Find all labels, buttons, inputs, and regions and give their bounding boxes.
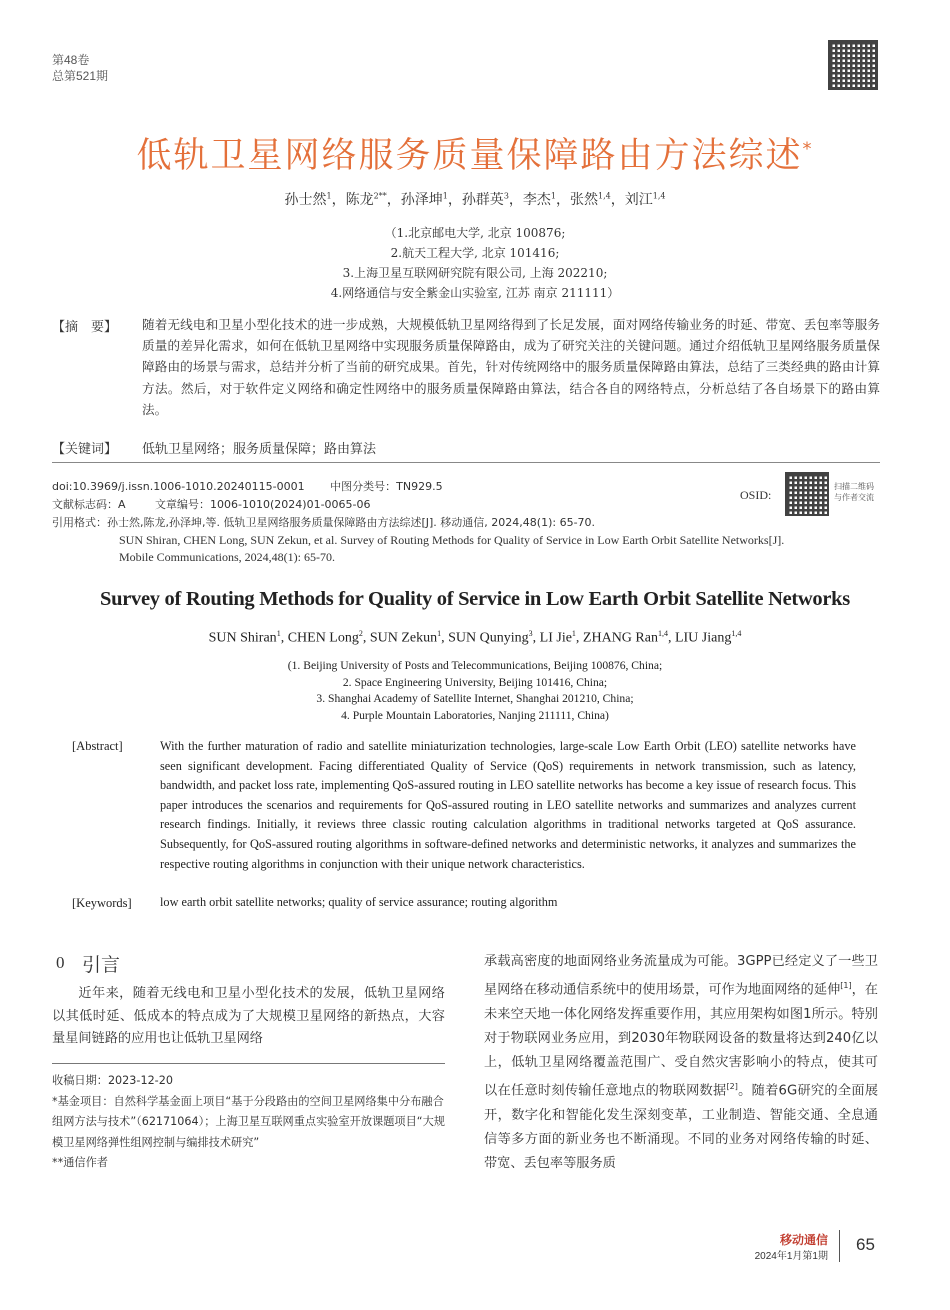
clc: 中图分类号：TN929.5 — [330, 480, 443, 493]
doi[interactable]: doi:10.3969/j.issn.1006-1010.20240115-0001 — [52, 480, 305, 493]
affiliation-line: 3.上海卫星互联网研究院有限公司, 上海 202210; — [342, 266, 608, 280]
footnote-received: 收稿日期：2023-12-20 — [52, 1074, 173, 1087]
osid-label: OSID: — [740, 488, 772, 502]
keywords-cn-label: 【关键词】 — [52, 442, 118, 457]
journal-issue: 2024年1月第1期 — [754, 1251, 828, 1262]
qr-note-1: 扫描二维码 — [834, 482, 874, 491]
affiliation-line: 2.航天工程大学, 北京 101416; — [390, 246, 560, 260]
author-name: LIU Jiang — [674, 630, 732, 646]
author-name: ZHANG Ran — [582, 630, 658, 646]
footnote-corresponding: **通信作者 — [52, 1156, 108, 1169]
meta-line-1 — [52, 478, 443, 495]
abstract-cn-text: 随着无线电和卫星小型化技术的进一步成熟，大规模低轨卫星网络得到了长足发展，面对网络传输业务的时延、带宽、丢包率等服务质量的差异化需求，如何在低轨卫星网络中实现服务质量保障路由，成为了研究关注的关键问题。通过介绍低轨卫星网络服务质量保障路由的场景与需求，总结并分析了当前的研究成果。首先，针对传统网络中的服务质量保障路由算法，总结了三类经典的路由计算方法。然后，对于软件定义网络和确定性网络中的服务质量保障路由算法，结合各自的网络特点，分析总结了各自场景下的路由算法。 — [142, 317, 880, 417]
cite-en-2: Mobile Communications, 2024,48(1): 65-70. — [119, 550, 335, 564]
affiliation-line: (1. Beijing University of Posts and Telecommunications, Beijing 100876, China; — [287, 659, 663, 672]
affiliation-line: 4. Purple Mountain Laboratories, Nanjing 211111, China) — [341, 708, 609, 722]
author-name: 刘江 — [624, 192, 653, 208]
citation — [52, 514, 882, 531]
author-name: SUN Qunying — [448, 630, 529, 646]
meta-line-2 — [52, 496, 371, 513]
body-text: 承载高密度的地面网络业务流量成为可能。3GPP已经定义了一些卫星网络在移动通信系统中的使用场景，可作为地面网络的延伸 — [484, 954, 878, 998]
body-text: ，在未来空天地一体化网络发挥重要作用，其应用架构如图1所示。特别对于物联网业务应用，到2030年物联网设备的数量将达到240亿以上，低轨卫星网络覆盖范围广、受自然灾害影响小的特点，使其可以在任意时刻传输任意地点的物联网数据 — [484, 982, 878, 1099]
affiliation-line: 4.网络通信与安全紫金山实验室, 江苏 南京 211111） — [330, 286, 620, 300]
keywords-cn-text: 低轨卫星网络；服务质量保障；路由算法 — [142, 442, 377, 457]
author-name: 孙士然 — [284, 192, 327, 208]
cite-cn: 孙士然,陈龙,孙泽坤,等. 低轨卫星网络服务质量保障路由方法综述[J]. 移动通信, 2024,48(1): 65-70. — [107, 516, 596, 529]
abstract-en-text: With the further maturation of radio and satellite miniaturization technologies, large-scale Low Earth Orbit (LEO) satellite networks have seen significant development. Facing differentiated Quality of Service (QoS) requirements in network transmission, such as latency, bandwidth, and packet loss rate, implementing QoS-assured routing in LEO satellite networks has become a key issue of research focus. This paper introduces the scenarios and requirements for QoS-assured routing in LEO satellite networks and summarizes and analyzes current research findings. Initially, it reviews three classic routing calculation algorithms in traditional networks targeted at QoS assurance. Subsequently, for QoS-assured routing algorithms in software-defined networks and deterministic networks, it analyzes and summarizes the respective routing algorithms in conjunction with their unique network characteristics. — [160, 739, 856, 871]
qr-code-icon — [828, 40, 878, 90]
cite-label: 引用格式： — [52, 516, 107, 529]
page-number: 65 — [856, 1235, 875, 1254]
author-list-cn — [0, 189, 950, 209]
section-number: 0 — [56, 953, 65, 972]
author-name: CHEN Long — [287, 630, 359, 646]
body-paragraph-left: 近年来，随着无线电和卫星小型化技术的发展，低轨卫星网络以其低时延、低成本的特点成为了大规模卫星网络的新热点，大容量星间链路的应用也让低轨卫星网络 — [52, 986, 445, 1046]
author-name: 陈龙 — [345, 192, 374, 208]
author-affiliation-mark: 2 — [358, 629, 363, 638]
section-title: 引言 — [82, 954, 121, 976]
footnote-divider — [52, 1063, 445, 1064]
author-separator: , — [575, 630, 583, 646]
abstract-en-label: [Abstract] — [72, 739, 123, 753]
author-affiliation-mark: 1 — [442, 191, 448, 201]
author-affiliation-mark: 1,4 — [657, 629, 668, 638]
author-affiliation-mark: 1 — [550, 191, 556, 201]
issue-total: 总第521期 — [52, 69, 109, 83]
keywords-en-text: low earth orbit satellite networks; quality of service assurance; routing algorithm — [160, 895, 558, 909]
osid-qr-icon — [785, 472, 829, 516]
author-separator: ， — [447, 192, 462, 208]
author-separator: , — [667, 630, 675, 646]
author-name: 张然 — [570, 192, 598, 208]
title-cn-text: 低轨卫星网络服务质量保障路由方法综述 — [136, 136, 803, 176]
volume: 第48卷 — [52, 53, 90, 67]
issue-info — [52, 52, 108, 84]
title-mark: * — [802, 138, 814, 160]
author-name: SUN Zekun — [369, 630, 438, 646]
author-name: 李杰 — [522, 192, 551, 208]
author-affiliation-mark: 3 — [528, 629, 533, 638]
affiliations-cn — [0, 223, 950, 303]
footnotes — [52, 1071, 445, 1174]
affiliation-line: 2. Space Engineering University, Beijing 101416, China; — [342, 675, 608, 689]
author-affiliation-mark: 1 — [437, 629, 442, 638]
author-separator: , — [441, 630, 449, 646]
article-no: 文章编号：1006-1010(2024)01-0065-06 — [155, 498, 371, 511]
author-name: SUN Shiran — [208, 630, 277, 646]
journal-name: 移动通信 — [779, 1233, 828, 1247]
citation-ref[interactable]: [2] — [726, 1082, 738, 1092]
author-separator: , — [532, 630, 540, 646]
citation-ref[interactable]: [1] — [840, 981, 852, 991]
author-separator: ， — [556, 192, 570, 208]
author-affiliation-mark: 3 — [503, 191, 509, 201]
affiliation-line: 3. Shanghai Academy of Satellite Internet, Shanghai 201210, China; — [316, 692, 634, 705]
affiliation-line: （1.北京邮电大学, 北京 100876; — [384, 226, 566, 240]
footer-divider — [839, 1230, 840, 1262]
author-separator: ， — [610, 192, 625, 208]
author-separator: ， — [331, 192, 346, 208]
page-title-cn — [0, 128, 950, 178]
abstract-cn-label: 【摘 要】 — [52, 320, 118, 335]
author-affiliation-mark: 1 — [571, 629, 576, 638]
author-affiliation-mark: 1,4 — [598, 191, 611, 201]
keywords-en-label: [Keywords] — [72, 896, 132, 910]
author-separator: , — [362, 630, 370, 646]
affiliations-en — [0, 658, 950, 724]
footnote-fund: *基金项目：自然科学基金面上项目“基于分段路由的空间卫星网络集中分布融合组网方法与技术”（62171064）；上海卫星互联网重点实验室开放课题项目“大规模卫星网络弹性组网控制与编排技术研究” — [52, 1094, 445, 1149]
author-separator: , — [280, 630, 288, 646]
body-text: 。随着6G研究的全面展开，数字化和智能化发生深刻变革，工业制造、智能交通、全息通信等多方面的新业务也不断涌现。不同的业务对网络传输的时延、带宽、丢包率等服务质 — [484, 1083, 879, 1172]
author-affiliation-mark: 1 — [276, 629, 281, 638]
body-paragraph-right — [484, 950, 878, 1177]
author-name: 孙群英 — [461, 192, 504, 208]
author-affiliation-mark: 1,4 — [731, 629, 742, 638]
divider — [52, 462, 880, 463]
page-title-en: Survey of Routing Methods for Quality of Service in Low Earth Orbit Satellite Networks — [100, 588, 850, 610]
author-affiliation-mark: 1,4 — [652, 191, 666, 201]
author-separator: ， — [508, 192, 523, 208]
author-list-en — [0, 629, 950, 647]
author-affiliation-mark: 2** — [373, 191, 387, 201]
author-affiliation-mark: 1 — [326, 191, 332, 201]
qr-note — [834, 481, 874, 503]
qr-note-2: 与作者交流 — [834, 493, 874, 502]
author-name: LI Jie — [539, 630, 572, 646]
author-name: 孙泽坤 — [400, 192, 443, 208]
doc-code: 文献标志码：A — [52, 498, 126, 511]
cite-en-1: SUN Shiran, CHEN Long, SUN Zekun, et al. Survey of Routing Methods for Quality of Service in Low Earth Orbit Satellite Networks[J]. — [119, 533, 785, 547]
author-separator: ， — [386, 192, 401, 208]
